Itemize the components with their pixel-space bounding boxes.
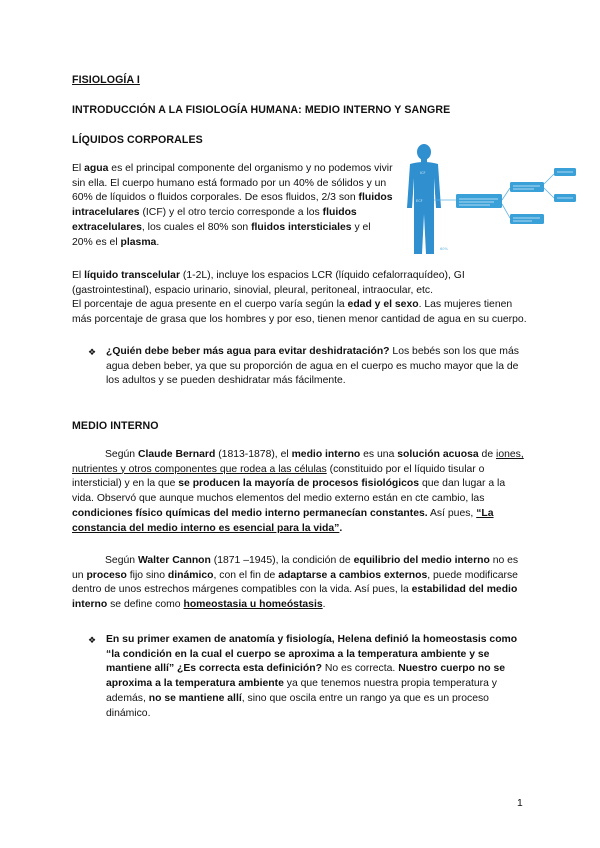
- bullet-diamond-icon: ❖: [88, 347, 97, 357]
- document-subtitle: INTRODUCCIÓN A LA FISIOLOGÍA HUMANA: MEDIO INTERNO Y SANGRE: [72, 104, 451, 116]
- bullet-diamond-icon: ❖: [88, 635, 97, 645]
- paragraph-agua: El agua es el principal componente del organismo y no podemos vivir sin ella. El cuerpo humano está formado por un 40% de sólidos y un 60% de líquidos o fluidos corporales. De esos fluidos, 2/3 son fluidos intracelulares (ICF) y el otro tercio corresponde a los fluidos extracelulares, los cuales el 80% son fluidos intersticiales y el 20% es el plasma.: [72, 163, 393, 248]
- body-fluids-figure: [394, 142, 578, 262]
- document-title: FISIOLOGÍA I: [72, 74, 140, 86]
- figure-label-top: ICF: [420, 171, 426, 175]
- figure-box-upper: [510, 182, 544, 192]
- paragraph-claude-bernard: Según Claude Bernard (1813-1878), el medio interno es una solución acuosa de iones, nutrientes y otros componentes que rodea a las células (constituido por el líquido tisular o intersticial) y en la que se producen la mayoría de procesos fisiológicos que dan lugar a la vida. Observó que aunque muchos elementos del medio externo están en cte cambio, las condiciones físico químicas del medio interno permanecían constantes. Así pues, “La constancia del medio interno es esencial para la vida”.: [72, 449, 524, 534]
- human-silhouette-icon: [407, 144, 441, 254]
- figure-label-mid: ECF: [416, 199, 423, 203]
- page-number: 1: [517, 798, 523, 809]
- figure-boxes: [456, 168, 576, 224]
- paragraph-walter-cannon: Según Walter Cannon (1871 –1945), la condición de equilibrio del medio interno no es un proceso fijo sino dinámico, con el fin de adaptarse a cambios externos, puede modificarse dentro de unos estrechos márgenes compatibles con la vida. Así pues, la estabilidad del medio interno se define como homeostasia u homeóstasis.: [72, 555, 519, 611]
- figure-caption: 60%: [440, 247, 448, 251]
- figure-box-lower: [510, 214, 544, 224]
- figure-box-main: [456, 194, 502, 208]
- section-heading-liquidos: LÍQUIDOS CORPORALES: [72, 134, 203, 146]
- bullet-agua-bebes: ❖ ¿Quién debe beber más agua para evitar deshidratación? Los bebés son los que más agua deben beber, ya que su proporción de agua en el cuerpo es mucho mayor que la de los adultos y se pueden deshidratar más fácilmente.: [88, 346, 519, 387]
- paragraph-transcelular: El líquido transcelular (1-2L), incluye los espacios LCR (líquido cefalorraquídeo), GI (gastrointestinal), espacio urinario, sinovial, pleural, peritoneal, intraocular, etc. El porcentaje de agua presente en el cuerpo varía según la edad y el sexo. Las mujeres tienen más porcentaje de grasa que los hombres y por eso, tienen menor cantidad de agua en su cuerpo.: [72, 270, 527, 326]
- section-heading-medio-interno: MEDIO INTERNO: [72, 420, 159, 432]
- bullet-helena-homeostasis: ❖ En su primer examen de anatomía y fisiología, Helena definió la homeostasis como “la condición en la cual el cuerpo se aproxima a la temperatura ambiente y se mantiene allí” ¿Es correcta esta definición? No es correcta. Nuestro cuerpo no se aproxima a la temperatura ambiente ya que tenemos nuestra propia temperatura y además, no se mantiene allí, sino que oscila entre un rango ya que es un proceso dinámico.: [88, 634, 518, 719]
